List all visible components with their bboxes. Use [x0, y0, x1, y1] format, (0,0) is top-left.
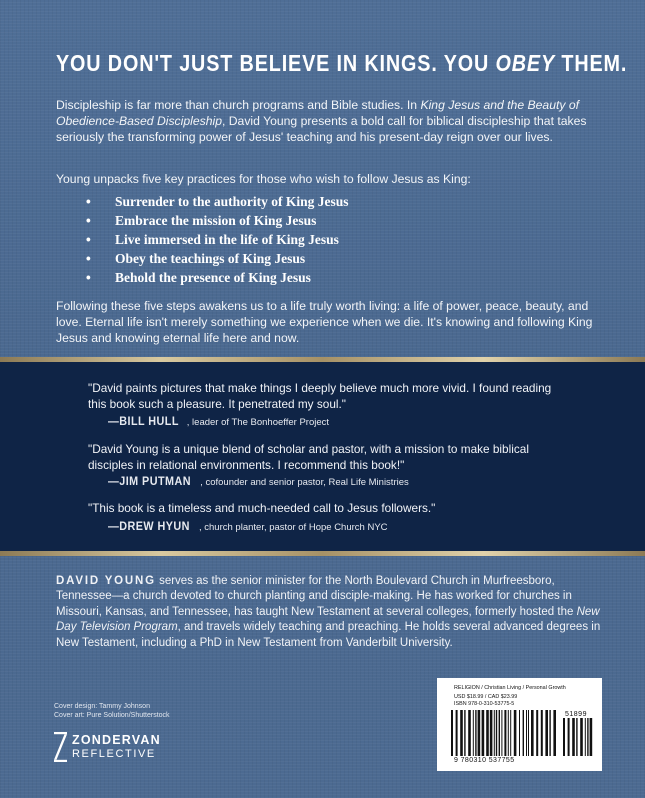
bullet-icon: • — [86, 251, 91, 266]
intro-text: Discipleship is far more than church programs and Bible studies. In — [56, 98, 421, 112]
isbn-barcode-icon — [451, 710, 559, 756]
barcode-bar — [526, 710, 527, 756]
practice-text: Obey the teachings of King Jesus — [115, 251, 306, 266]
barcode-bar — [451, 710, 453, 756]
practices-intro: Young unpacks five key practices for those who wish to follow Jesus as King: — [56, 172, 471, 186]
barcode-bar — [494, 710, 495, 756]
barcode-bar — [549, 710, 550, 756]
publisher-name: ZONDERVAN — [72, 733, 161, 747]
endorser-name: —JIM PUTMAN — [108, 474, 191, 488]
endorsement-attribution — [108, 414, 329, 428]
practice-text: Live immersed in the life of King Jesus — [115, 232, 339, 247]
addon-barcode-icon — [563, 718, 593, 756]
barcode-bar — [456, 710, 458, 756]
barcode-bar — [523, 710, 524, 756]
barcode-bar — [587, 718, 588, 756]
barcode-bar — [541, 710, 543, 756]
barcode-bar — [475, 710, 476, 756]
barcode-bar — [553, 710, 556, 756]
author-bio — [56, 574, 601, 651]
list-item — [86, 249, 566, 268]
publisher-imprint: REFLECTIVE — [72, 748, 156, 760]
barcode-bar — [482, 710, 485, 756]
barcode-bar — [486, 710, 489, 756]
barcode-bar — [519, 710, 520, 756]
publisher-logo — [54, 732, 184, 764]
barcode-bar — [478, 710, 481, 756]
barcode-bar — [576, 718, 577, 756]
endorsement-quote: "David Young is a unique blend of scholar and pastor, with a mission to make biblical disciples in relational environments. I recommend this book!" — [88, 442, 529, 472]
barcode-panel — [437, 678, 602, 771]
bullet-icon: • — [86, 213, 91, 228]
practice-text: Behold the presence of King Jesus — [115, 270, 311, 285]
bullet-icon: • — [86, 232, 91, 247]
bio-text: serves as the senior minister for the North Boulevard Church in Murfreesboro, Tennessee—a church devoted to church planting and disciple-making. He has worked for churches in Missouri, Kansas, and Tennessee, has taught New Testament at several colleges, formerly hosted the — [56, 575, 577, 618]
barcode-bar — [510, 710, 511, 756]
endorser-role: , church planter, pastor of Hope Church NYC — [199, 522, 388, 533]
barcode-bar — [536, 710, 538, 756]
barcode-bar — [490, 710, 493, 756]
program-title: New Day Television Program — [56, 605, 600, 634]
endorser-role: , cofounder and senior pastor, Real Life Ministries — [200, 477, 409, 488]
practice-text: Surrender to the authority of King Jesus — [115, 194, 349, 209]
zondervan-mark-icon — [54, 732, 68, 762]
barcode-bar — [468, 710, 471, 756]
bullet-icon: • — [86, 194, 91, 209]
headline-text: YOU DON'T JUST BELIEVE IN KINGS. YOU — [56, 50, 496, 76]
endorser-name: —BILL HULL — [108, 414, 179, 428]
barcode-bar — [514, 710, 517, 756]
book-title: King Jesus and the Beauty of Obedience-Based Discipleship — [56, 98, 579, 128]
barcode-bar — [545, 710, 548, 756]
isbn-label: ISBN 978-0-310-53775-5 — [454, 701, 515, 707]
endorsement-quote: "David paints pictures that make things I deeply believe much more vivid. I found reading this book such a pleasure. It penetrated my soul." — [88, 381, 552, 411]
barcode-bar — [508, 710, 509, 756]
back-cover-headline — [56, 50, 628, 77]
bio-text-end: , and travels widely teaching and preaching. He holds several advanced degrees in New Testament, including a PhD in New Testament from Vanderbilt University. — [56, 621, 601, 649]
bullet-icon: • — [86, 270, 91, 285]
barcode-bar — [568, 718, 570, 756]
barcode-bar — [563, 718, 565, 756]
list-item — [86, 268, 566, 287]
price-addon-number: 51899 — [565, 711, 587, 718]
barcode-bar — [531, 710, 534, 756]
practice-text: Embrace the mission of King Jesus — [115, 213, 317, 228]
barcode-bar — [496, 710, 497, 756]
barcode-bar — [460, 710, 463, 756]
barcode-bar — [590, 718, 593, 756]
practices-list — [86, 192, 566, 287]
endorser-role: , leader of The Bonhoeffer Project — [186, 417, 330, 428]
intro-paragraph — [56, 97, 598, 145]
barcode-bar — [473, 710, 474, 756]
bisac-category: RELIGION / Christian Living / Personal Growth — [454, 685, 566, 691]
headline-emphasis: OBEY — [495, 50, 556, 76]
price-label: USD $18.99 / CAD $23.99 — [454, 694, 518, 700]
list-item — [86, 230, 566, 249]
headline-text-end: THEM. — [555, 50, 628, 76]
cover-credits — [54, 703, 170, 720]
endorsement-quote: "This book is a timeless and much-needed call to Jesus followers." — [88, 501, 436, 515]
barcode-bar — [501, 710, 502, 756]
cover-art-credit: Cover art: Pure Solution/Shutterstock — [54, 711, 170, 719]
barcode-bar — [585, 718, 586, 756]
intro-text-end: , David Young presents a bold call for biblical discipleship that takes seriously the transforming power of Jesus' teaching and his present-day reign over our lives. — [56, 114, 587, 144]
endorsement-attribution — [108, 474, 409, 488]
barcode-bar — [504, 710, 506, 756]
list-item — [86, 192, 566, 211]
list-item — [86, 211, 566, 230]
barcode-bar — [464, 710, 465, 756]
endorsements-band — [0, 357, 645, 556]
endorser-name: —DREW HYUN — [108, 519, 190, 533]
barcode-bar — [572, 718, 575, 756]
barcode-bar — [499, 710, 500, 756]
barcode-bar — [580, 718, 583, 756]
isbn-digits: 9 780310 537755 — [454, 757, 515, 764]
closing-paragraph: Following these five steps awakens us to a life truly worth living: a life of power, peace, beauty, and love. Eternal life isn't merely something we experience when we die. It's knowing and following King Jesus and knowing eternal life here and now. — [56, 299, 593, 345]
barcode-bar — [528, 710, 529, 756]
author-name: DAVID YOUNG — [56, 575, 156, 587]
cover-design-credit: Cover design: Tammy Johnson — [54, 703, 150, 710]
endorsement-attribution — [108, 519, 388, 533]
